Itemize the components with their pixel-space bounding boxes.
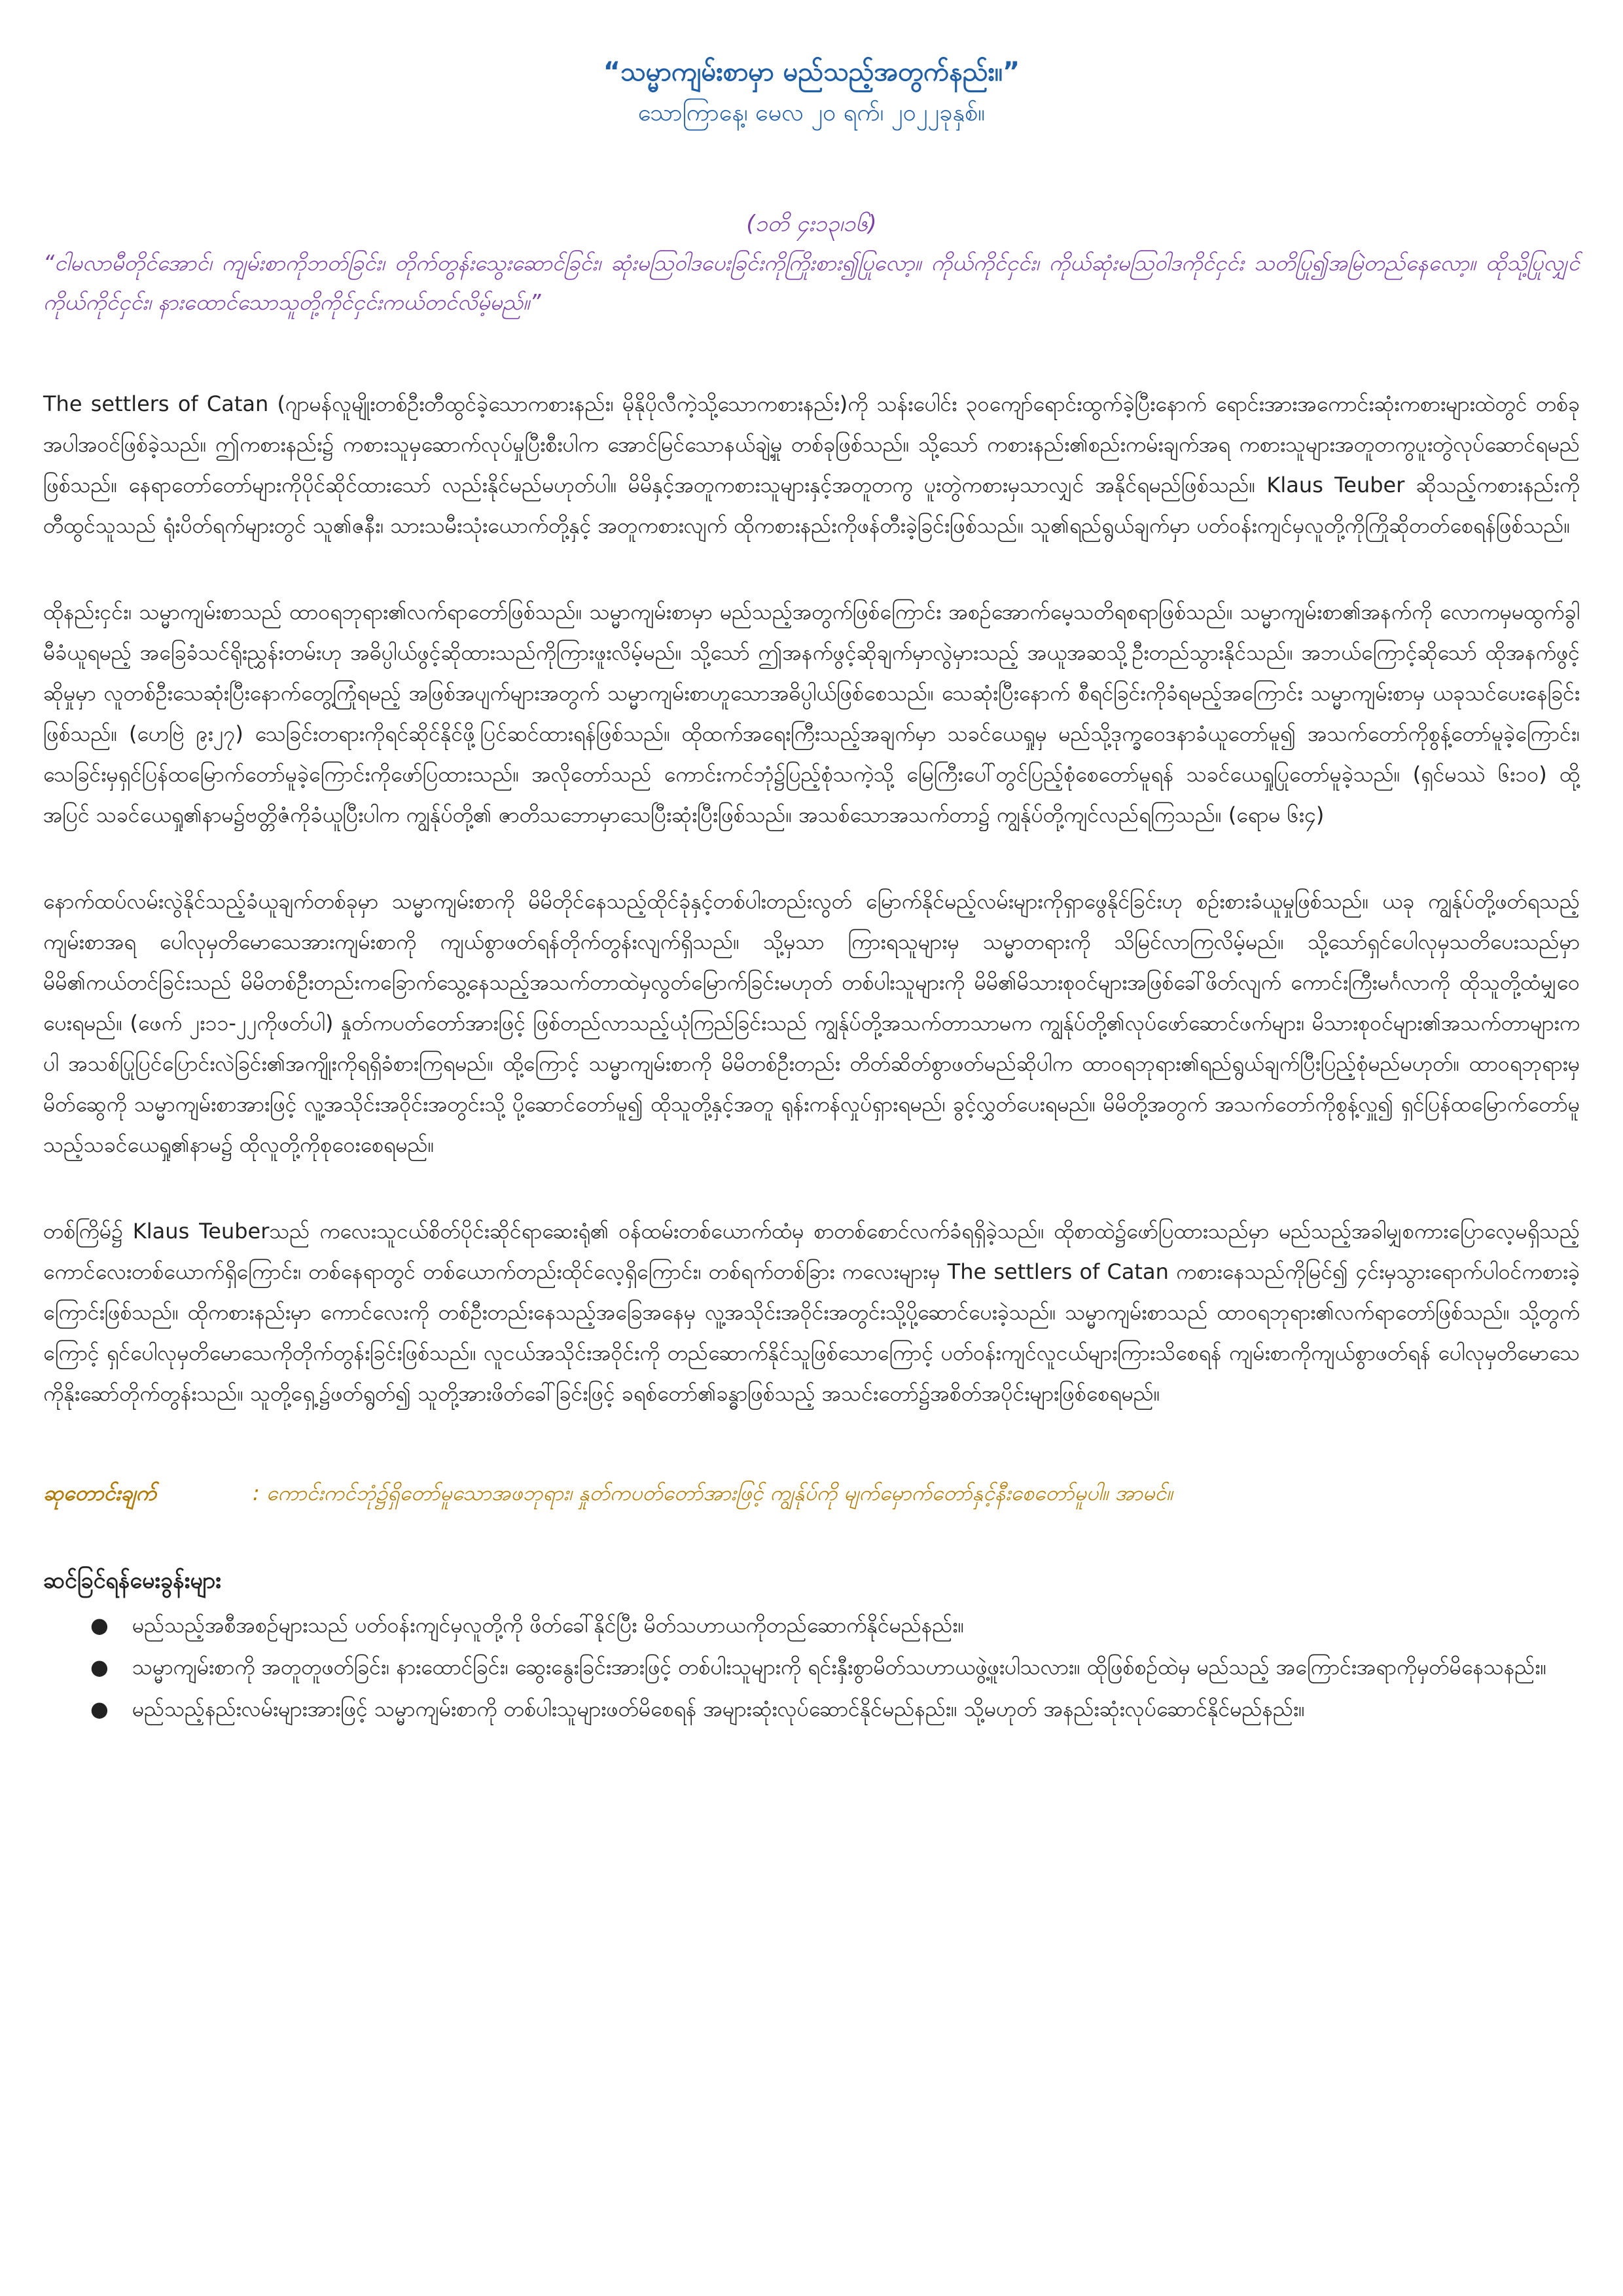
page-title: “သမ္မာကျမ်းစာမှာ မည်သည့်အတွက်နည်း။” — [603, 57, 1020, 87]
verse-text: “ငါမလာမီတိုင်အောင်၊ ကျမ်းစာကိုဘတ်ခြင်း၊ တိုက်တွန်းသွေးဆောင်ခြင်း၊ ဆုံးမဩဝါဒပေးခြင်းကိုကြိုးစား၍ပြုလော့။ ကိုယ်ကိုင်ငှင်း၊ ကိုယ်ဆုံးမဩဝါဒကိုင်ငှင်း သတိပြု၍အမြဲတည်နေလော့။ ထိုသို့ပြုလျှင် ကိုယ်ကိုင်ငှင်း၊ နားထောင်သောသူတို့ကိုင်ငှင်းကယ်တင်လိမ့်မည်။” — [43, 250, 1580, 315]
body-paragraph-1: The settlers of Catan (ဂျာမန်လူမျိုးတစ်ဦးတီထွင်ခဲ့သောကစားနည်း၊ မိုနိုပိုလီကဲ့သို့သောကစားနည်း)ကို သန်းပေါင်း ၃၀ကျော်ရောင်းထွက်ခဲ့ပြီးနောက် ရောင်းအားအကောင်းဆုံးကစားများထဲတွင် တစ်ခုအပါအဝင်ဖြစ်ခဲ့သည်။ ဤကစားနည်း၌ ကစားသူမှဆောက်လုပ်မှုပြီးစီးပါက အောင်မြင်သောနယ်ချဲ့မှု တစ်ခုဖြစ်သည်။ သို့သော် ကစားနည်း၏စည်းကမ်းချက်အရ ကစားသူများအတူတကွပူးတွဲလုပ်ဆောင်ရမည်ဖြစ်သည်။ နေရာတော်တော်များကိုပိုင်ဆိုင်ထားသော် လည်းနိုင်မည်မဟုတ်ပါ။ မိမိနှင့်အတူကစားသူများနှင့်အတူတကွ ပူးတွဲကစားမှသာလျှင် အနိုင်ရမည်ဖြစ်သည်။ Klaus Teuber ဆိုသည့်ကစားနည်းကို တီထွင်သူသည် ရုံးပိတ်ရက်များတွင် သူ၏ဇနီး၊ သားသမီးသုံးယောက်တို့နှင့် အတူကစားလျက် ထိုကစားနည်းကိုဖန်တီးခဲ့ခြင်းဖြစ်သည်။ သူ၏ရည်ရွယ်ချက်မှာ ပတ်ဝန်းကျင်မှလူတို့ကိုကြိုဆိုတတ်စေရန်ဖြစ်သည်။ — [43, 391, 1580, 538]
question-text: သမ္မာကျမ်းစာကို အတူတူဖတ်ခြင်း၊ နားထောင်ခြင်း၊ ဆွေးနွေးခြင်းအားဖြင့် တစ်ပါးသူများကို ရင်းနှီးစွာမိတ်သဟာယဖွဲ့ဖူးပါသလား။ ထိုဖြစ်စဉ်ထဲမှ မည်သည့် အကြောင်းအရာကိုမှတ်မိနေသနည်း။ — [132, 1655, 1547, 1679]
body-paragraph-3: နောက်ထပ်လမ်းလွဲနိုင်သည့်ခံယူချက်တစ်ခုမှာ သမ္မာကျမ်းစာကို မိမိတိုင်နေသည့်ထိုင်ခုံနှင့်တစ်ပါးတည်းလွတ် မြောက်နိုင်မည့်လမ်းများကိုရှာဖွေနိုင်ခြင်းဟု စဉ်းစားခံယူမှုဖြစ်သည်။ ယခု ကျွန်ုပ်တို့ဖတ်ရသည့်ကျမ်းစာအရ ပေါလုမှတိမောသေအားကျမ်းစာကို ကျယ်စွာဖတ်ရန်တိုက်တွန်းလျက်ရှိသည်။ သို့မှသာ ကြားရသူများမှ သမ္မာတရားကို သိမြင်လာကြလိမ့်မည်။ သို့သော်ရှင်ပေါလုမှသတိပေးသည်မှာ မိမိ၏ကယ်တင်ခြင်းသည် မိမိတစ်ဦးတည်းကခြောက်သွေ့နေသည့်အသက်တာထဲမှလွတ်မြောက်ခြင်းမဟုတ် တစ်ပါးသူများကို မိမိ၏မိသားစုဝင်များအဖြစ်ခေါ်ဖိတ်လျက် ကောင်းကြီးမင်္ဂလာကို ထိုသူတို့ထံမျှဝေပေးရမည်။ (ဖေက် ၂း၁၁-၂၂ကိုဖတ်ပါ) နှုတ်ကပတ်တော်အားဖြင့် ဖြစ်တည်လာသည့်ယုံကြည်ခြင်းသည် ကျွန်ုပ်တို့အသက်တာသာမက ကျွန်ုပ်တို့၏လုပ်ဖော်ဆောင်ဖက်များ၊ မိသားစုဝင်များ၏အသက်တာများကပါ အသစ်ပြုပြင်ပြောင်းလဲခြင်း၏အကျိုးကိုရရှိခံစားကြရမည်။ ထို့ကြောင့် သမ္မာကျမ်းစာကို မိမိတစ်ဦးတည်း တိတ်ဆိတ်စွာဖတ်မည်ဆိုပါက ထာဝရဘုရား၏ရည်ရွယ်ချက်ပြီးပြည့်စုံမည်မဟုတ်။ ထာဝရဘုရားမှ မိတ်ဆွေကို သမ္မာကျမ်းစာအားဖြင့် လူ့အသိုင်းအဝိုင်းအတွင်းသို့ ပို့ဆောင်တော်မူ၍ ထိုသူတို့နှင့်အတူ ရုန်းကန်လှုပ်ရှားရမည်၊ ခွင့်လွှတ်ပေးရမည်။ မိမိတို့အတွက် အသက်တော်ကိုစွန့်လှူ၍ ရှင်ပြန်ထမြောက်တော်မူသည့်သခင်ယေရှု၏နာမ၌ ထိုလူတို့ကိုစုဝေးစေရမည်။ — [43, 889, 1580, 1157]
body-paragraph-2: ထိုနည်းငှင်း၊ သမ္မာကျမ်းစာသည် ထာဝရဘုရား၏လက်ရာတော်ဖြစ်သည်။ သမ္မာကျမ်းစာမှာ မည်သည့်အတွက်ဖြစ်ကြောင်း အစဉ်အောက်မေ့သတိရစရာဖြစ်သည်။ သမ္မာကျမ်းစာ၏အနက်ကို လောကမှမထွက်ခွါမီခံယူရမည့် အခြေခံသင်ရိုးညွှန်းတမ်းဟု အဓိပ္ပါယ်ဖွင့်ဆိုထားသည်ကိုကြားဖူးလိမ့်မည်။ သို့သော် ဤအနက်ဖွင့်ဆိုချက်မှာလွဲမှားသည့် အယူအဆသို့ဦးတည်သွားနိုင်သည်။ အဘယ်ကြောင့်ဆိုသော် ထိုအနက်ဖွင့်ဆိုမှုမှာ လူတစ်ဦးသေဆုံးပြီးနောက်တွေ့ကြုံရမည့် အဖြစ်အပျက်များအတွက် သမ္မာကျမ်းစာဟူသောအဓိပ္ပါယ်ဖြစ်စေသည်။ သေဆုံးပြီးနောက် စီရင်ခြင်းကိုခံရမည့်အကြောင်း သမ္မာကျမ်းစာမှ ယခုသင်ပေးနေခြင်း ဖြစ်သည်။ (ဟေဗြဲ ၉း၂၇) သေခြင်းတရားကိုရင်ဆိုင်နိုင်ဖို့ပြင်ဆင်ထားရန်ဖြစ်သည်။ ထိုထက်အရေးကြီးသည့်အချက်မှာ သခင်ယေရှုမှ မည်သို့ဒုက္ခဝေဒနာခံယူတော်မူ၍ အသက်တော်ကိုစွန့်တော်မူခဲ့ကြောင်း၊ သေခြင်းမှရှင်ပြန်ထမြောက်တော်မူခဲ့ကြောင်းကိုဖော်ပြထားသည်။ အလိုတော်သည် ကောင်းကင်ဘုံ၌ပြည့်စုံသကဲ့သို့ မြေကြီးပေါ်တွင်ပြည့်စုံစေတော်မူရန် သခင်ယေရှုပြုတော်မူခဲ့သည်။ (ရှင်မဿဲ ၆း၁၀) ထို့အပြင် သခင်ယေရှု၏နာမ၌ဗတ္တိဇံကိုခံယူပြီးပါက ကျွန်ုပ်တို့၏ ဇာတိသဘောမှာသေပြီးဆုံးပြီးဖြစ်သည်။ အသစ်သောအသက်တာ၌ ကျွန်ုပ်တို့ကျင်လည်ရကြသည်။ (ရောမ ၆း၄) — [43, 600, 1580, 827]
prayer-label: ဆုတောင်းချက် — [43, 1480, 156, 1505]
list-item — [43, 1647, 1580, 1687]
prayer-block — [43, 1473, 1580, 1513]
bullet-icon: ● — [90, 1696, 109, 1721]
list-item — [43, 1605, 1580, 1645]
questions-heading: ဆင်ခြင်ရန်မေးခွန်းများ — [43, 1568, 221, 1594]
page-date: သောကြာနေ့၊ မေလ ၂၀ ရက်၊ ၂၀၂၂ခုနှစ်။ — [637, 99, 986, 126]
bullet-icon: ● — [90, 1613, 109, 1638]
question-text: မည်သည့်အစီအစဉ်များသည် ပတ်ဝန်းကျင်မှလူတို့ကို ဖိတ်ခေါ်နိုင်ပြီး မိတ်သဟာယကိုတည်ဆောက်နိုင်မည်နည်း။ — [132, 1613, 965, 1638]
bullet-icon: ● — [90, 1655, 109, 1679]
devotional-page — [43, 51, 1580, 1731]
body-paragraph-4: တစ်ကြိမ်၌ Klaus Teuberသည် ကလေးသူငယ်စိတ်ပိုင်းဆိုင်ရာဆေးရုံ၏ ဝန်ထမ်းတစ်ယောက်ထံမှ စာတစ်စောင်လက်ခံရရှိခဲ့သည်။ ထိုစာထဲ၌ဖော်ပြထားသည်မှာ မည်သည့်အခါမျှစကားပြောလေ့မရှိသည့် ကောင်လေးတစ်ယောက်ရှိကြောင်း၊ တစ်နေရာတွင် တစ်ယောက်တည်းထိုင်လေ့ရှိကြောင်း၊ တစ်ရက်တစ်ခြား ကလေးများမှ The settlers of Catan ကစားနေသည်ကိုမြင်၍ ၄င်းမှသွားရောက်ပါဝင်ကစားခဲ့ကြောင်းဖြစ်သည်။ ထိုကစားနည်းမှာ ကောင်လေးကို တစ်ဦးတည်းနေသည့်အခြေအနေမှ လူ့အသိုင်းအဝိုင်းအတွင်းသို့ပို့ဆောင်ပေးခဲ့သည်။ သမ္မာကျမ်းစာသည် ထာဝရဘုရား၏လက်ရာတော်ဖြစ်သည်။ သို့တွက်ကြောင့် ရှင်ပေါလုမှတိမောသေကိုတိုက်တွန်းခြင်းဖြစ်သည်။ လူငယ်အသိုင်းအဝိုင်းကို တည်ဆောက်နိုင်သူဖြစ်သောကြောင့် ပတ်ဝန်းကျင်လူငယ်များကြားသိစေရန် ကျမ်းစာကိုကျယ်စွာဖတ်ရန် ပေါလုမှတိမောသေကိုနိုးဆော်တိုက်တွန်းသည်။ သူတို့ရှေ့၌ဖတ်ရွတ်၍ သူတို့အားဖိတ်ခေါ်ခြင်းဖြင့် ခရစ်တော်၏ခန္ဓာဖြစ်သည့် အသင်းတော်၌အစိတ်အပိုင်းများဖြစ်စေရမည်။ — [43, 1219, 1580, 1406]
questions-list — [43, 1605, 1580, 1729]
prayer-text: : ကောင်းကင်ဘုံ၌ရှိတော်မူသောအဖဘုရား၊ နှုတ်ကပတ်တော်အားဖြင့် ကျွန်ုပ်ကို မျက်မှောက်တော်နှင့်နီးစေတော်မူပါ။ အာမင်။ — [253, 1480, 1173, 1505]
question-text: မည်သည့်နည်းလမ်းများအားဖြင့် သမ္မာကျမ်းစာကို တစ်ပါးသူများဖတ်မိစေရန် အများဆုံးလုပ်ဆောင်နိုင်မည်နည်း။ သို့မဟုတ် အနည်းဆုံးလုပ်ဆောင်နိုင်မည်နည်း။ — [132, 1696, 1305, 1721]
list-item — [43, 1689, 1580, 1729]
verse-reference: (၁တိ ၄း၁၃၊၁၆) — [746, 211, 877, 237]
